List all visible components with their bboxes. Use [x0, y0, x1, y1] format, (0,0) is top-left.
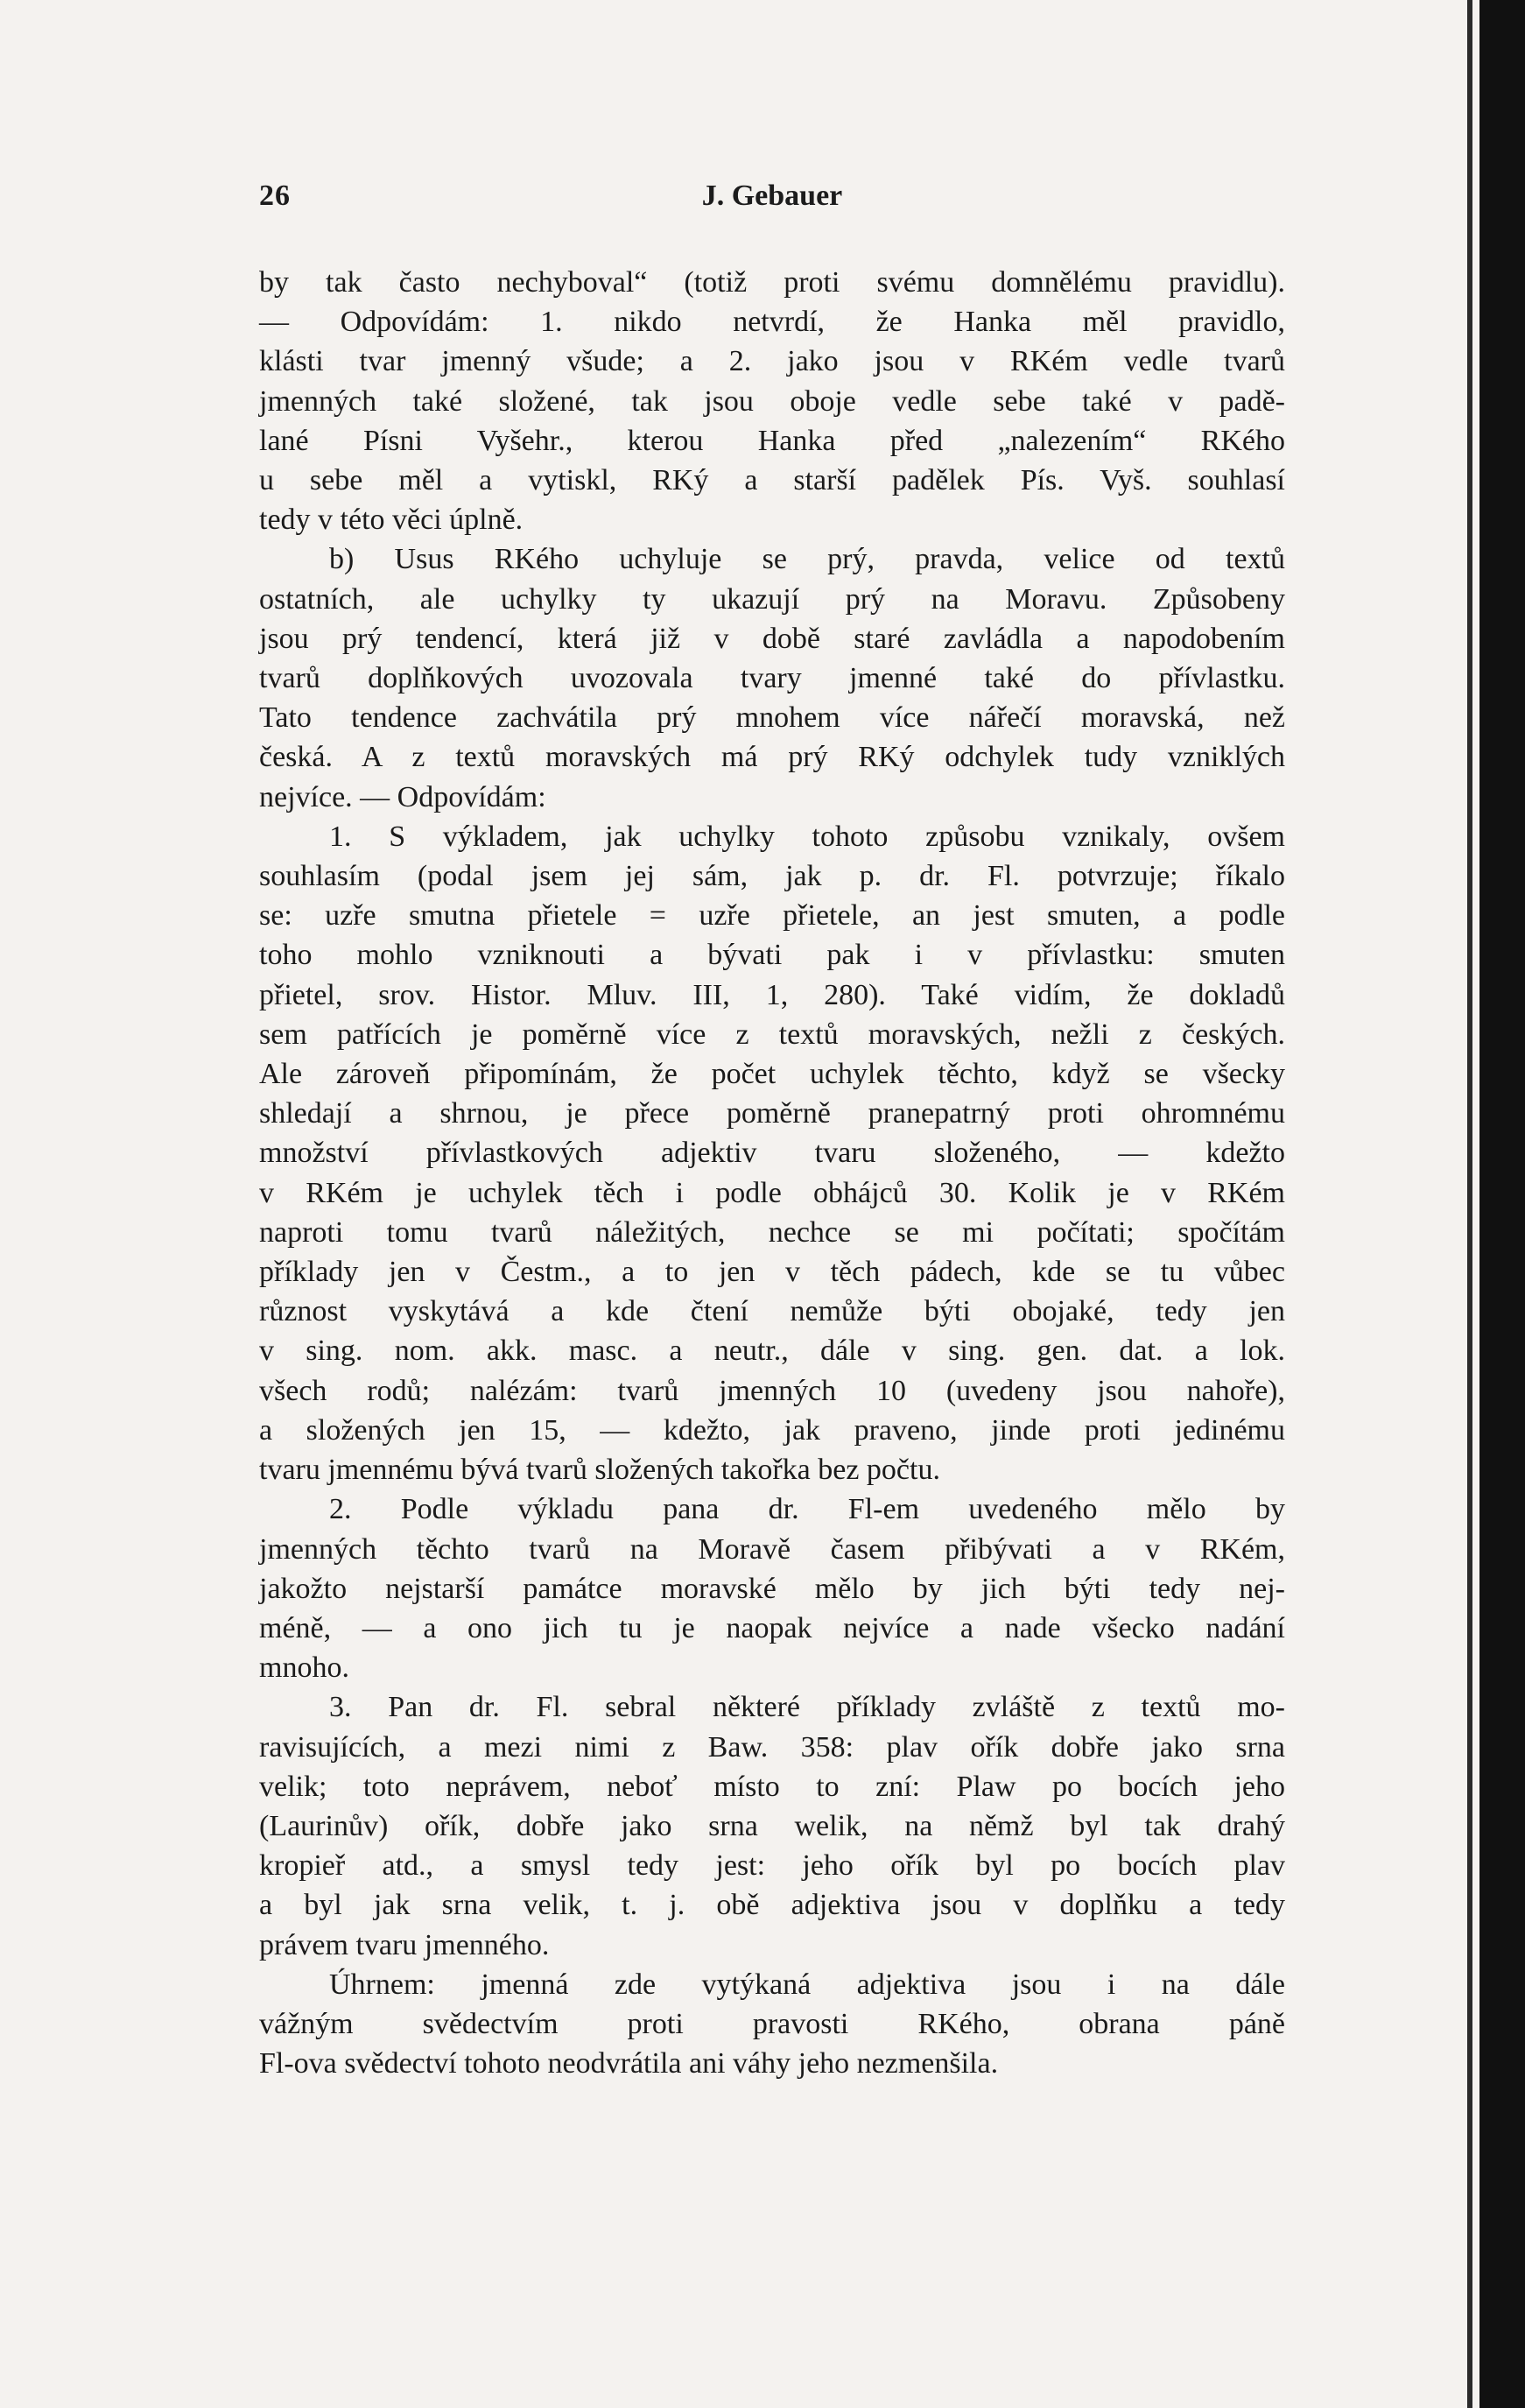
text-line: tvaru jmennému bývá tvarů složených takořka bez počtu.	[259, 1454, 940, 1487]
text-line: česká. A z textů moravských má prý RKý odchylek tudy vzniklých	[259, 741, 1285, 774]
text-line: naproti tomu tvarů náležitých, nechce se mi počítati; spočítám	[259, 1215, 1285, 1249]
text-line: různost vyskytává a kde čtení nemůže býti obojaké, tedy jen	[259, 1295, 1285, 1328]
text-line: by tak často nechyboval“ (totiž proti svému domnělému pravidlu).	[259, 266, 1285, 299]
text-line: ravisujících, a mezi nimi z Baw. 358: plav ořík dobře jako srna	[259, 1730, 1285, 1764]
text-line: Ale zároveň připomínám, že počet uchylek těchto, když se všecky	[259, 1058, 1285, 1091]
text-line: Tato tendence zachvátila prý mnohem více nářečí moravská, než	[259, 701, 1285, 735]
text-line: ostatních, ale uchylky ty ukazují prý na Moravu. Způsobeny	[259, 582, 1285, 616]
text-line: tvarů doplňkových uvozovala tvary jmenné také do přívlastku.	[259, 662, 1285, 695]
text-line: jakožto nejstarší památce moravské mělo by jich býti tedy nej-	[259, 1572, 1285, 1605]
text-line: v sing. nom. akk. masc. a neutr., dále v sing. gen. dat. a lok.	[259, 1334, 1285, 1368]
text-line: jsou prý tendencí, která již v době staré zavládla a napodobením	[259, 622, 1285, 655]
text-line: kropieř atd., a smysl tedy jest: jeho ořík byl po bocích plav	[259, 1849, 1285, 1883]
page-number: 26	[259, 180, 291, 212]
text-line: méně, — a ono jich tu je naopak nejvíce a nade všecko nadání	[259, 1611, 1285, 1644]
text-line: příklady jen v Čestm., a to jen v těch pádech, kde se tu vůbec	[259, 1256, 1285, 1289]
text-line: toho mohlo vzniknouti a bývati pak i v přívlastku: smuten	[259, 939, 1285, 972]
text-line: shledají a shrnou, je přece poměrně pranepatrný proti ohromnému	[259, 1097, 1285, 1130]
text-line: b) Usus RKého uchyluje se prý, pravda, velice od textů	[329, 543, 1285, 576]
text-line: jmenných také složené, tak jsou oboje vedle sebe také v padě-	[259, 384, 1285, 418]
text-line: 3. Pan dr. Fl. sebral některé příklady zvláště z textů mo-	[329, 1691, 1285, 1724]
text-line: sem patřících je poměrně více z textů moravských, nežli z českých.	[259, 1017, 1285, 1051]
text-line: klásti tvar jmenný všude; a 2. jako jsou v RKém vedle tvarů	[259, 345, 1285, 378]
text-line: se: uzře smutna přietele = uzře přietele, an jest smuten, a podle	[259, 899, 1285, 933]
text-line: vážným svědectvím proti pravosti RKého, obrana páně	[259, 2007, 1285, 2040]
text-line: 2. Podle výkladu pana dr. Fl-em uvedeného mělo by	[329, 1493, 1285, 1526]
text-line: v RKém je uchylek těch i podle obhájců 30. Kolik je v RKém	[259, 1176, 1285, 1209]
text-line: souhlasím (podal jsem jej sám, jak p. dr. Fl. potvrzuje; říkalo	[259, 860, 1285, 893]
page-header	[259, 180, 1285, 232]
text-line: nejvíce. — Odpovídám:	[259, 780, 546, 813]
text-line: Úhrnem: jmenná zde vytýkaná adjektiva jsou i na dále	[329, 1968, 1285, 2001]
text-line: lané Písni Vyšehr., kterou Hanka před „nalezením“ RKého	[259, 424, 1285, 457]
text-line: velik; toto neprávem, neboť místo to zní: Plaw po bocích jeho	[259, 1770, 1285, 1803]
text-line: 1. S výkladem, jak uchylky tohoto způsobu vznikaly, ovšem	[329, 820, 1285, 853]
text-line: (Laurinův) ořík, dobře jako srna welik, na němž byl tak drahý	[259, 1809, 1285, 1842]
body-text	[259, 263, 1285, 2083]
text-line: mnoho.	[259, 1651, 349, 1685]
text-line: tedy v této věci úplně.	[259, 503, 524, 537]
text-line: a složených jen 15, — kdežto, jak praveno, jinde proti jedinému	[259, 1413, 1285, 1447]
text-line: Fl-ova svědectví tohoto neodvrátila ani váhy jeho nezmenšila.	[259, 2047, 999, 2081]
text-line: množství přívlastkových adjektiv tvaru složeného, — kdežto	[259, 1137, 1285, 1170]
text-line: přietel, srov. Histor. Mluv. III, 1, 280). Také vidím, že dokladů	[259, 978, 1285, 1011]
running-head: J. Gebauer	[701, 180, 843, 212]
text-line: všech rodů; nalézám: tvarů jmenných 10 (uvedeny jsou nahoře),	[259, 1374, 1285, 1407]
page-edge-line	[1467, 0, 1472, 2408]
text-line: právem tvaru jmenného.	[259, 1928, 550, 1961]
text-line: — Odpovídám: 1. nikdo netvrdí, že Hanka měl pravidlo,	[259, 306, 1285, 339]
text-line: jmenných těchto tvarů na Moravě časem přibývati a v RKém,	[259, 1532, 1285, 1566]
text-line: a byl jak srna velik, t. j. obě adjektiva jsou v doplňku a tedy	[259, 1889, 1285, 1922]
text-line: u sebe měl a vytiskl, RKý a starší padělek Pís. Vyš. souhlasí	[259, 464, 1285, 497]
scan-border	[1479, 0, 1525, 2408]
